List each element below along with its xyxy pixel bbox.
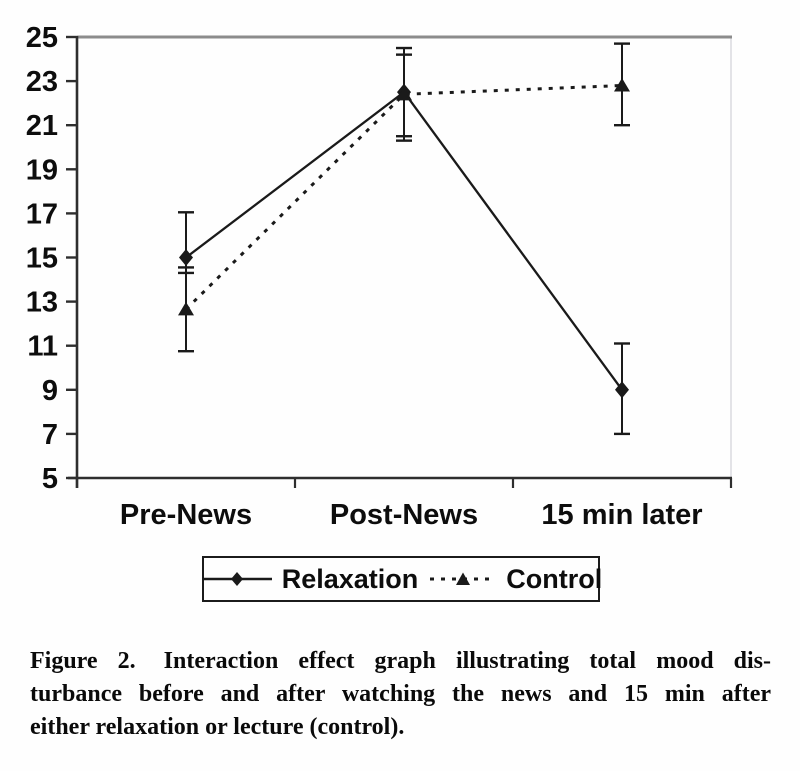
legend-item-control: [428, 564, 602, 595]
y-tick-label: 17: [25, 198, 58, 231]
y-tick-label: 25: [25, 22, 58, 54]
figure-caption: [30, 645, 771, 744]
legend-label-control: Control: [506, 563, 603, 594]
y-tick-label: 11: [27, 330, 58, 363]
caption-line-1: [30, 645, 771, 678]
x-category-label: 15 min later: [541, 499, 703, 531]
legend-diamond-marker: [231, 572, 243, 586]
figure-number-label: Figure 2.: [30, 648, 136, 674]
x-category-label: Post-News: [329, 499, 479, 531]
caption-line-3: either relaxation or lecture (control).: [30, 714, 405, 740]
y-tick-label: 19: [25, 154, 58, 187]
legend-label-relaxation: Relaxation: [281, 563, 419, 594]
y-tick-label: 23: [25, 66, 58, 99]
y-tick-label: 13: [25, 286, 58, 319]
diamond-marker: [179, 249, 193, 266]
relaxation-line-sample-icon: [200, 570, 274, 588]
triangle-marker: [178, 302, 194, 316]
control-line-sample-icon: [428, 570, 498, 588]
caption-text-1: Interaction effect graph illustrating total mood dis-: [163, 648, 772, 674]
caption-line-2: turbance before and after watching the news and 15 min after: [30, 681, 771, 707]
legend-triangle-marker: [456, 573, 470, 586]
y-tick-label: 9: [41, 374, 58, 407]
y-tick-label: 5: [41, 463, 58, 495]
x-category-label: Pre-News: [119, 499, 253, 531]
y-tick-label: 21: [25, 110, 58, 143]
legend-item-relaxation: [200, 564, 419, 595]
y-tick-label: 7: [41, 418, 58, 451]
chart-legend: [202, 556, 603, 602]
y-tick-label: 15: [25, 242, 58, 275]
